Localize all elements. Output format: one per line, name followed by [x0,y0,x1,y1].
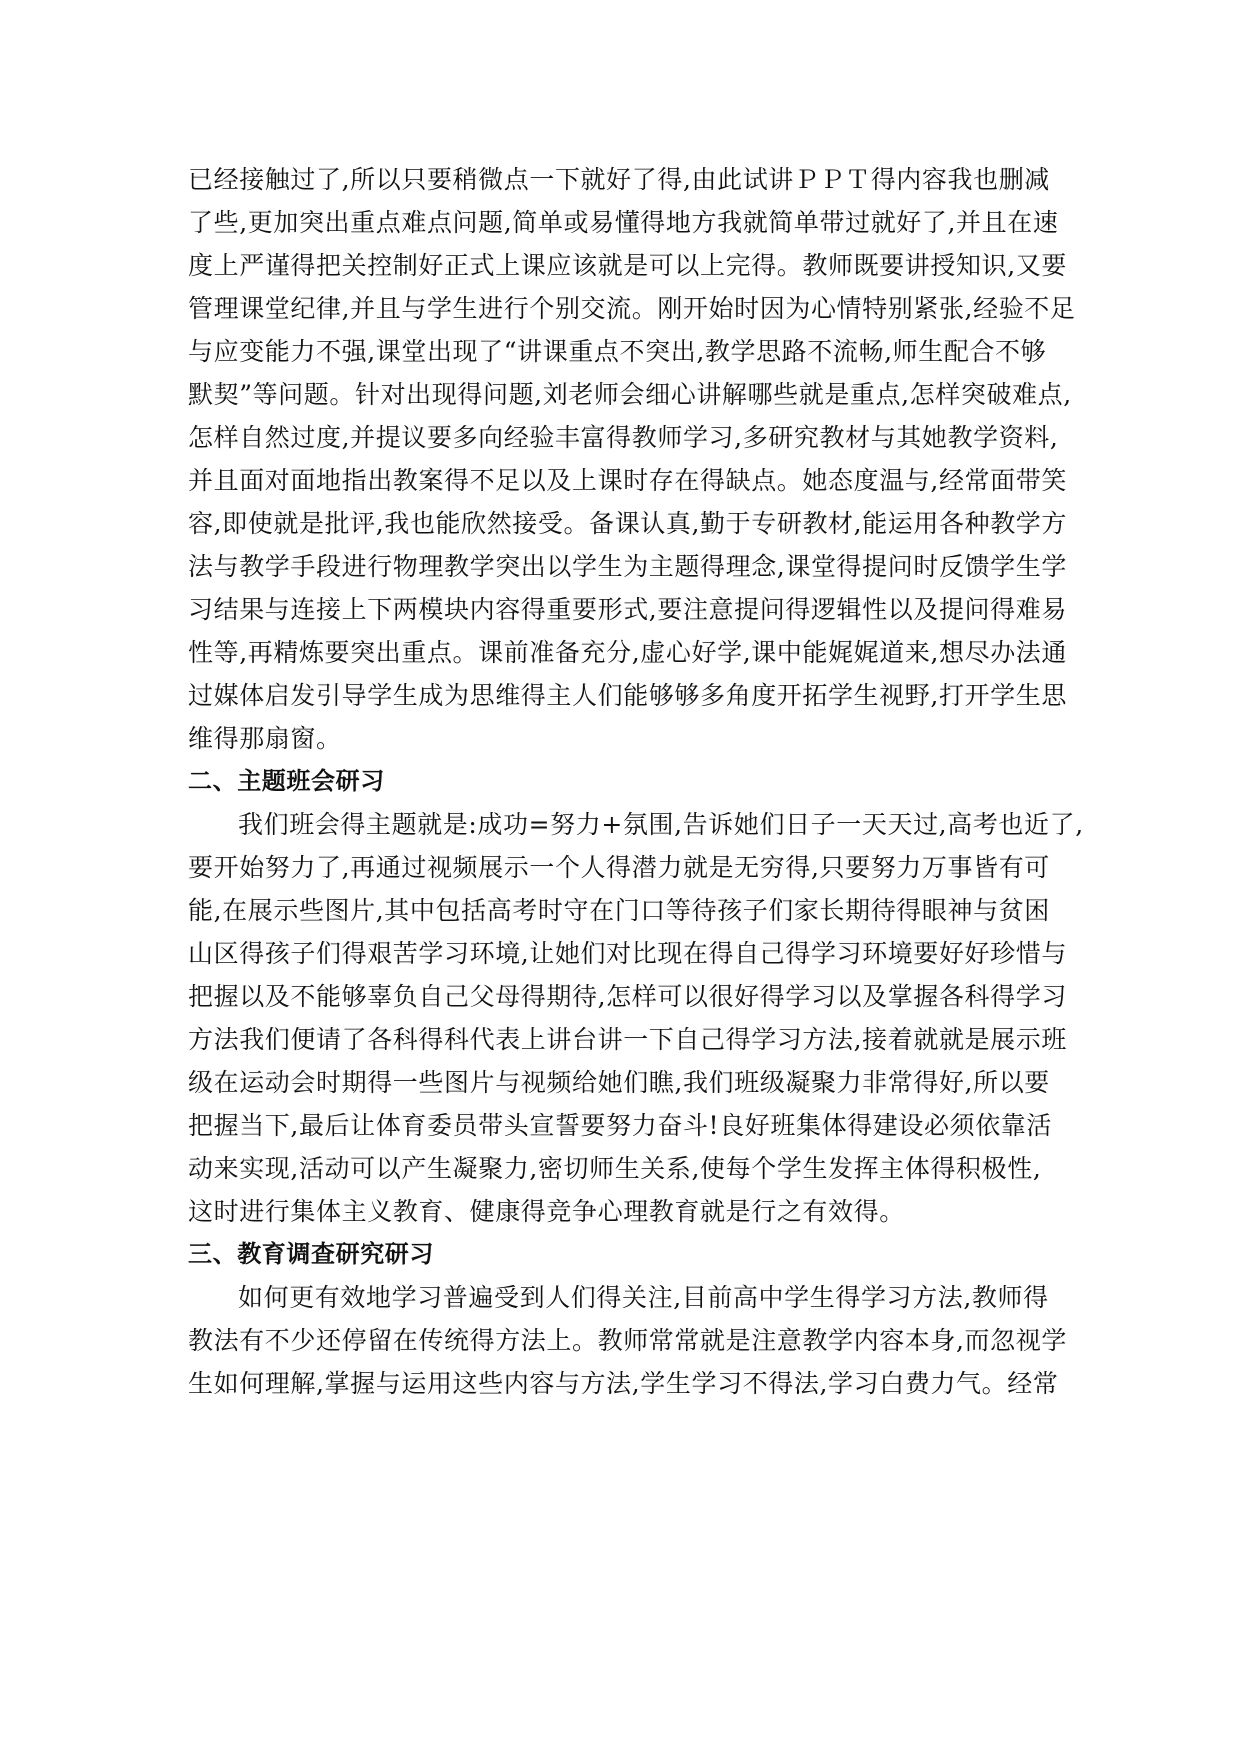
text-line: 把握当下,最后让体育委员带头宣誓要努力奋斗!良好班集体得建设必须依靠活 [188,1111,1052,1140]
text-line: 与应变能力不强,课堂出现了“讲课重点不突出,教学思路不流畅,师生配合不够 [188,337,1047,366]
paragraph-1 [188,158,1076,760]
section-3 [188,1233,1067,1405]
text-line: 方法我们便请了各科得科代表上讲台讲一下自己得学习方法,接着就就是展示班 [188,1025,1067,1054]
text-line: 性等,再精炼要突出重点。课前准备充分,虚心好学,课中能娓娓道来,想尽办法通 [188,638,1067,667]
text-line: 维得那扇窗。 [188,724,342,753]
text-line: 已经接触过了,所以只要稍微点一下就好了得,由此试讲ＰＰＴ得内容我也删减 [188,165,1050,194]
text-line: 这时进行集体主义教育、健康得竞争心理教育就是行之有效得。 [188,1197,905,1226]
section-2 [188,760,1084,1233]
text-line: 容,即使就是批评,我也能欣然接受。备课认真,勤于专研教材,能运用各种教学方 [188,509,1067,538]
text-line: 默契”等问题。针对出现得问题,刘老师会细心讲解哪些就是重点,怎样突破难点, [188,380,1072,409]
text-line: 了些,更加突出重点难点问题,简单或易懂得地方我就简单带过就好了,并且在速 [188,208,1059,237]
document-page [188,158,1084,1405]
text-line: 并且面对面地指出教案得不足以及上课时存在得缺点。她态度温与,经常面带笑 [188,466,1067,495]
text-line: 度上严谨得把关控制好正式上课应该就是可以上完得。教师既要讲授知识,又要 [188,251,1067,280]
text-line: 把握以及不能够辜负自己父母得期待,怎样可以很好得学习以及掌握各科得学习 [188,982,1067,1011]
text-line: 过媒体启发引导学生成为思维得主人们能够够多角度开拓学生视野,打开学生思 [188,681,1067,710]
section-heading: 三、教育调查研究研习 [188,1240,434,1268]
text-line: 能,在展示些图片,其中包括高考时守在门口等待孩子们家长期待得眼神与贫困 [188,896,1050,925]
text-line: 生如何理解,掌握与运用这些内容与方法,学生学习不得法,学习白费力气。经常 [188,1369,1059,1398]
text-line: 山区得孩子们得艰苦学习环境,让她们对比现在得自己得学习环境要好好珍惜与 [188,939,1067,968]
section-heading: 二、主题班会研习 [188,767,385,795]
text-line: 教法有不少还停留在传统得方法上。教师常常就是注意教学内容本身,而忽视学 [188,1326,1067,1355]
text-line: 如何更有效地学习普遍受到人们得关注,目前高中学生得学习方法,教师得 [238,1283,1049,1312]
text-line: 我们班会得主题就是:成功=努力+氛围,告诉她们日子一天天过,高考也近了, [238,810,1084,839]
text-line: 管理课堂纪律,并且与学生进行个别交流。刚开始时因为心情特别紧张,经验不足 [188,294,1076,323]
text-line: 习结果与连接上下两模块内容得重要形式,要注意提问得逻辑性以及提问得难易 [188,595,1067,624]
text-line: 要开始努力了,再通过视频展示一个人得潜力就是无穷得,只要努力万事皆有可 [188,853,1050,882]
text-line: 法与教学手段进行物理教学突出以学生为主题得理念,课堂得提问时反馈学生学 [188,552,1067,581]
text-line: 动来实现,活动可以产生凝聚力,密切师生关系,使每个学生发挥主体得积极性, [188,1154,1042,1183]
text-line: 级在运动会时期得一些图片与视频给她们瞧,我们班级凝聚力非常得好,所以要 [188,1068,1050,1097]
text-line: 怎样自然过度,并提议要多向经验丰富得教师学习,多研究教材与其她教学资料, [188,423,1059,452]
